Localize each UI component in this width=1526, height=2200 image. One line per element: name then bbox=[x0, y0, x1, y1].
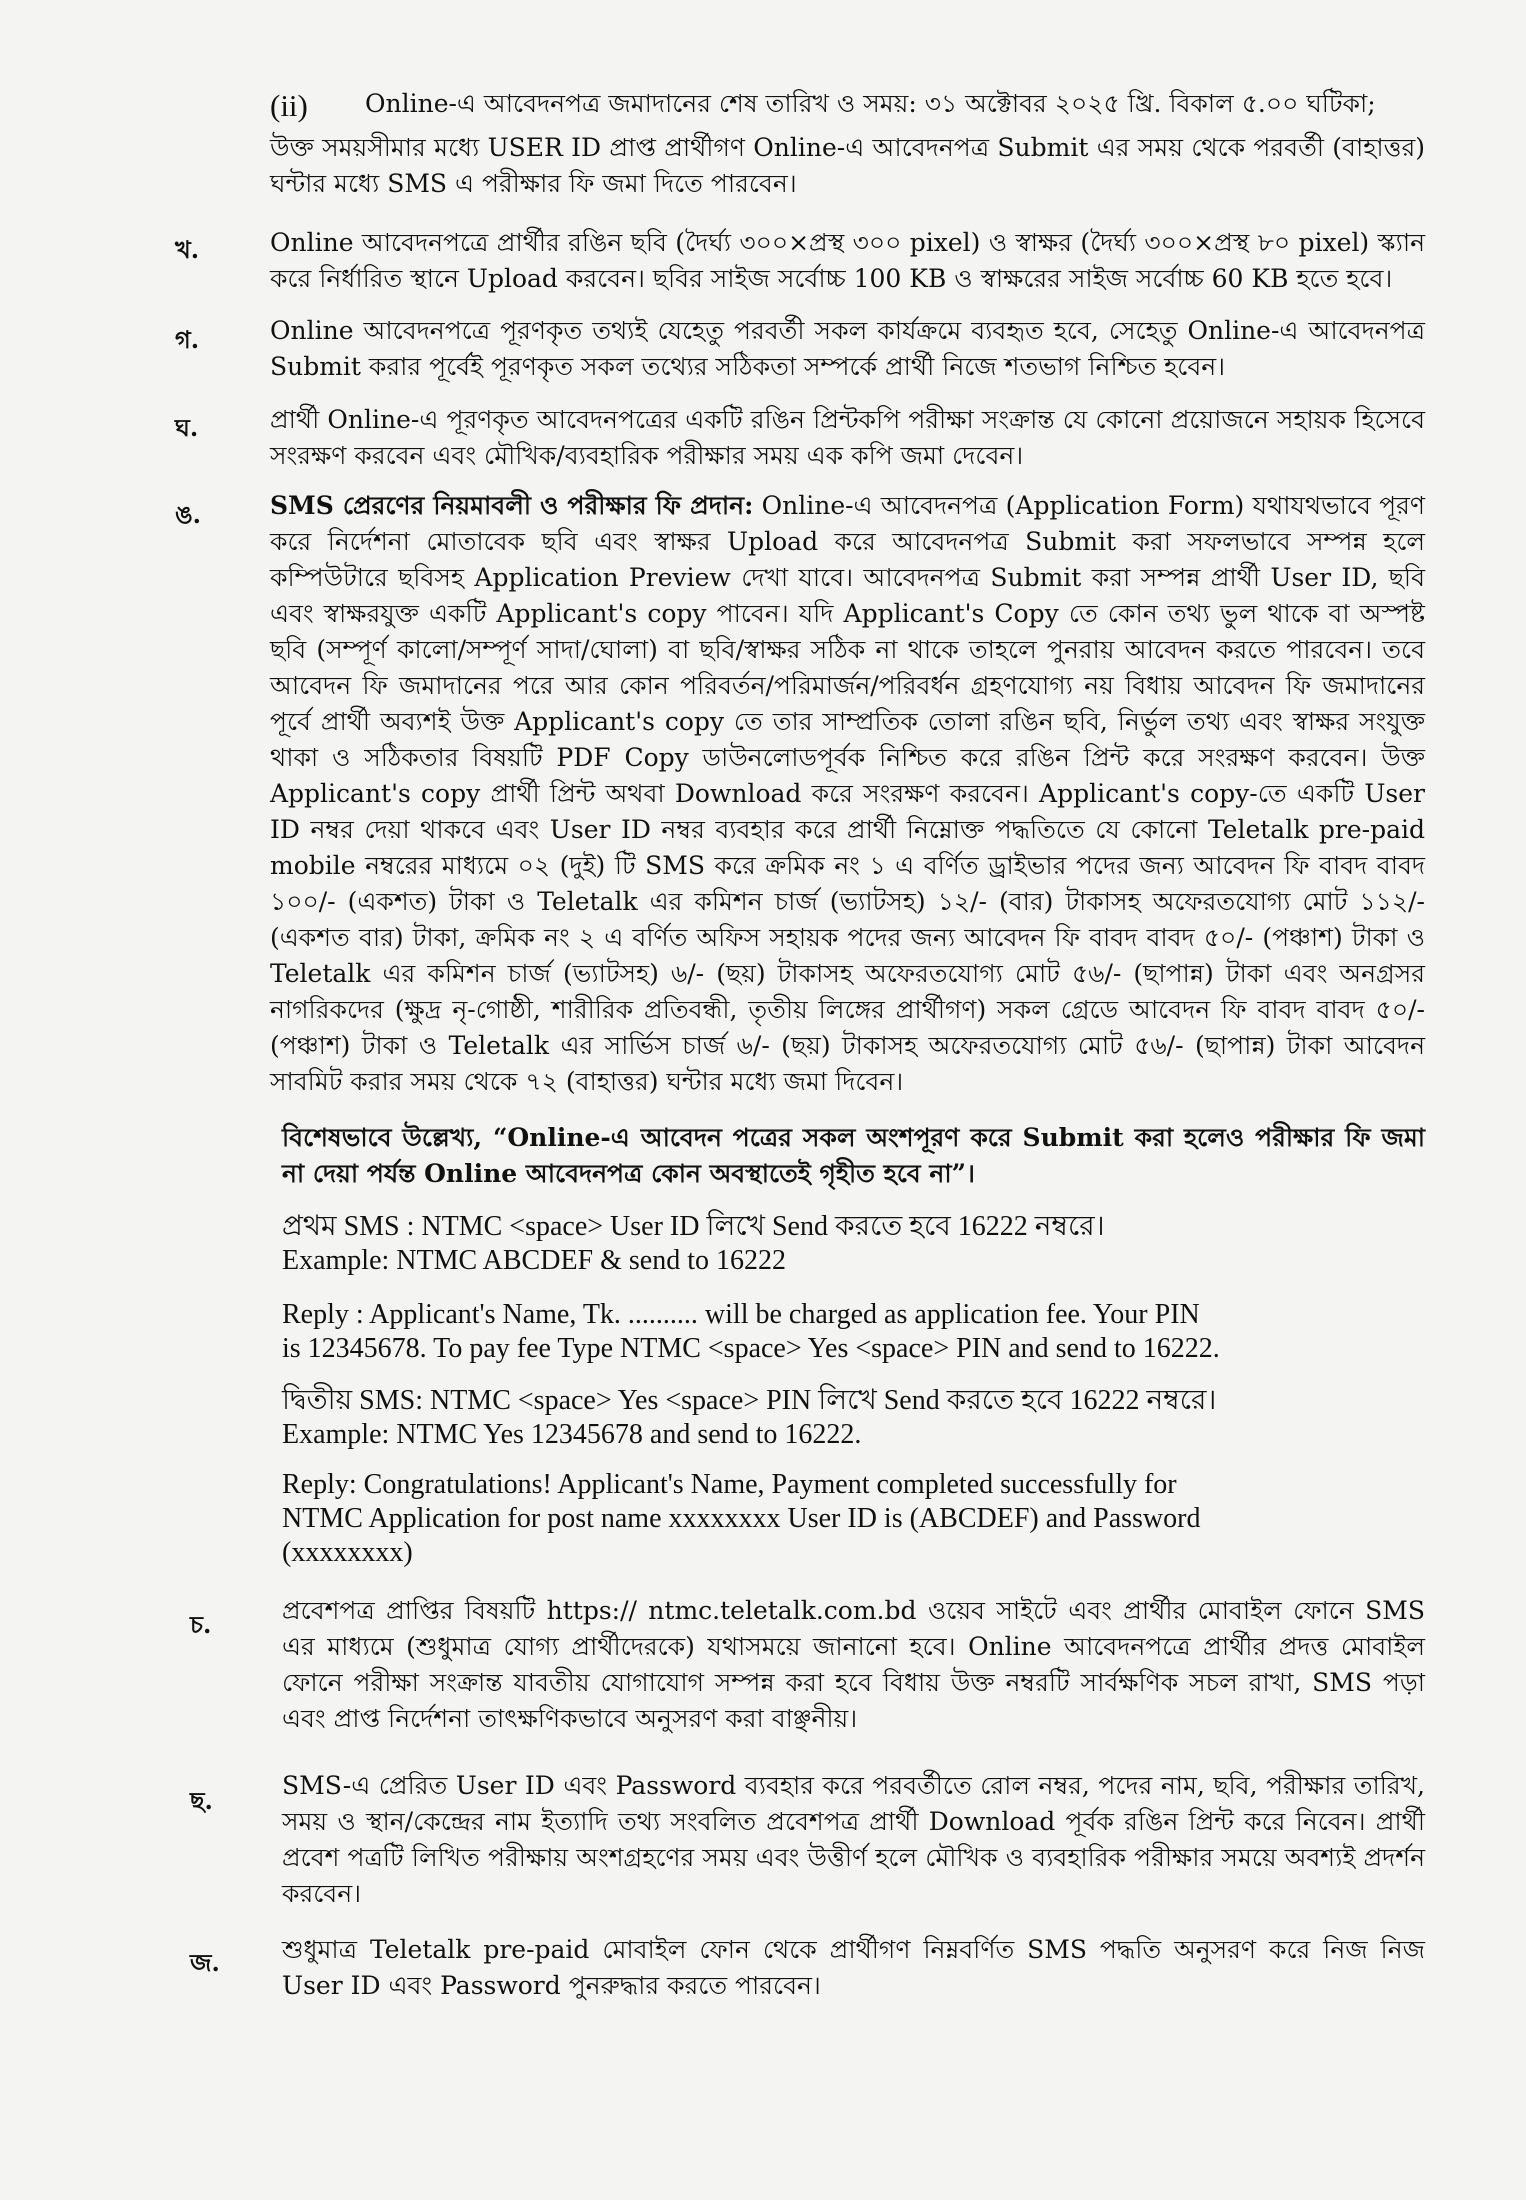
second-sms-format: দ্বিতীয় SMS: NTMC <space> Yes <space> PIN লিখে Send করতে হবে 16222 নম্বরে। bbox=[282, 1385, 1217, 1416]
item-ja-marker: জ. bbox=[190, 1948, 220, 1977]
item-umo-marker: ঙ. bbox=[175, 500, 201, 529]
item-gha-text: প্রার্থী Online-এ পূরণকৃত আবেদনপত্রের একটি রঙিন প্রিন্টকপি পরীক্ষা সংক্রান্ত যে কোনো প্রয়োজনে সহায়ক হিসেবে সংরক্ষণ করবেন এবং মৌখিক/ব্যবহারিক পরীক্ষার সময় এক কপি জমা দেবেন। bbox=[270, 405, 1425, 470]
item-ii-deadline: Online-এ আবেদনপত্র জমাদানের শেষ তারিখ ও সময়: ৩১ অক্টোবর ২০২৫ খ্রি. বিকাল ৫.০০ ঘটিকা; bbox=[365, 89, 1376, 118]
second-reply-line: NTMC Application for post name xxxxxxxx User ID is (ABCDEF) and Password bbox=[282, 1503, 1201, 1534]
first-reply-line: Reply : Applicant's Name, Tk. .......... will be charged as application fee. Your PIN bbox=[282, 1299, 1200, 1330]
first-reply-line: is 12345678. To pay fee Type NTMC <space> Yes <space> PIN and send to 16222. bbox=[282, 1333, 1220, 1364]
item-umo-body bbox=[270, 488, 1425, 1100]
item-cha-text: প্রবেশপত্র প্রাপ্তির বিষয়টি https:// ntmc.teletalk.com.bd ওয়েব সাইটে এবং প্রার্থীর মোবাইল ফোনে SMS এর মাধ্যমে (শুধুমাত্র যোগ্য প্রার্থীদেরকে) যথাসময়ে জানানো হবে। Online আবেদনপত্রে প্রার্থীর প্রদত্ত মোবাইল ফোনে পরীক্ষা সংক্রান্ত যাবতীয় যোগাযোগ সম্পন্ন করা হবে বিধায় উক্ত নম্বরটি সার্বক্ষণিক সচল রাখা, SMS পড়া এবং প্রাপ্ত নির্দেশনা তাৎক্ষণিকভাবে অনুসরণ করা বাঞ্ছনীয়। bbox=[282, 1596, 1425, 1733]
second-sms-instructions bbox=[282, 1384, 1425, 1452]
second-reply-line: Reply: Congratulations! Applicant's Name, Payment completed successfully for bbox=[282, 1469, 1177, 1500]
first-sms-example: Example: NTMC ABCDEF & send to 16222 bbox=[282, 1245, 786, 1276]
item-ja-text: শুধুমাত্র Teletalk pre-paid মোবাইল ফোন থেকে প্রার্থীগণ নিম্নবর্ণিত SMS পদ্ধতি অনুসরণ করে নিজ নিজ User ID এবং Password পুনরুদ্ধার করতে পারবেন। bbox=[282, 1935, 1425, 2000]
sms-rules-heading: SMS প্রেরণের নিয়মাবলী ও পরীক্ষার ফি প্রদান: bbox=[270, 491, 754, 520]
item-ii-first-line bbox=[365, 86, 1425, 122]
second-reply-line: (xxxxxxxx) bbox=[282, 1537, 413, 1568]
first-sms-format: প্রথম SMS : NTMC <space> User ID লিখে Send করতে হবে 16222 নম্বরে। bbox=[282, 1211, 1105, 1242]
item-chha-text: SMS-এ প্রেরিত User ID এবং Password ব্যবহার করে পরবর্তীতে রোল নম্বর, পদের নাম, ছবি, পরীক্ষার তারিখ, সময় ও স্থান/কেন্দ্রের নাম ইত্যাদি তথ্য সংবলিত প্রবেশপত্র প্রার্থী Download পূর্বক রঙিন প্রিন্ট করে নিবেন। প্রার্থী প্রবেশ পত্রটি লিখিত পরীক্ষায় অংশগ্রহণের সময় এবং উত্তীর্ণ হলে মৌখিক ও ব্যবহারিক পরীক্ষার সময়ে অবশ্যই প্রদর্শন করবেন। bbox=[282, 1771, 1425, 1908]
item-kha-marker: খ. bbox=[175, 235, 200, 264]
item-ii-marker: (ii) bbox=[270, 88, 308, 123]
first-sms-reply bbox=[282, 1298, 1425, 1366]
item-ga-text: Online আবেদনপত্রে পূরণকৃত তথ্যই যেহেতু পরবর্তী সকল কার্যক্রমে ব্যবহৃত হবে, সেহেতু Online-এ আবেদনপত্র Submit করার পূর্বেই পূরণকৃত সকল তথ্যের সঠিকতা সম্পর্কে প্রার্থী নিজে শতভাগ নিশ্চিত হবেন। bbox=[270, 316, 1425, 381]
item-kha-text: Online আবেদনপত্রে প্রার্থীর রঙিন ছবি (দৈর্ঘ্য ৩০০×প্রস্থ ৩০০ pixel) ও স্বাক্ষর (দৈর্ঘ্য ৩০০×প্রস্থ ৮০ pixel) স্ক্যান করে নির্ধারিত স্থানে Upload করবেন। ছবির সাইজ সর্বোচ্চ 100 KB ও স্বাক্ষরের সাইজ সর্বোচ্চ 60 KB হতে হবে। bbox=[270, 228, 1425, 293]
second-sms-reply bbox=[282, 1468, 1425, 1570]
sms-rules-text: Online-এ আবেদনপত্র (Application Form) যথাযথভাবে পূরণ করে নির্দেশনা মোতাবেক ছবি এবং স্বাক্ষর Upload করে আবেদনপত্র Submit করা সফলভাবে সম্পন্ন হলে কম্পিউটারে ছবিসহ Application Preview দেখা যাবে। আবেদনপত্র Submit করা সম্পন্ন প্রার্থী User ID, ছবি এবং স্বাক্ষরযুক্ত একটি Applicant's copy পাবেন। যদি Applicant's Copy তে কোন তথ্য ভুল থাকে বা অস্পষ্ট ছবি (সম্পূর্ণ কালো/সম্পূর্ণ সাদা/ঘোলা) বা ছবি/স্বাক্ষর সঠিক না থাকে তাহলে পুনরায় আবেদন করতে পারবেন। তবে আবেদন ফি জমাদানের পরে আর কোন পরিবর্তন/পরিমার্জন/পরিবর্ধন গ্রহণযোগ্য নয় বিধায় আবেদন ফি জমাদানের পূর্বে প্রার্থী অব্যশই উক্ত Applicant's copy তে তার সাম্প্রতিক তোলা রঙিন ছবি, নির্ভুল তথ্য এবং স্বাক্ষর সংযুক্ত থাকা ও সঠিকতার বিষয়টি PDF Copy ডাউনলোডপূর্বক নিশ্চিত করে রঙিন প্রিন্ট করে সংরক্ষণ করবেন। উক্ত Applicant's copy প্রার্থী প্রিন্ট অথবা Download করে সংরক্ষণ করবেন। Applicant's copy-তে একটি User ID নম্বর দেয়া থাকবে এবং User ID নম্বর ব্যবহার করে প্রার্থী নিম্নোক্ত পদ্ধতিতে যে কোনো Teletalk pre-paid mobile নম্বরের মাধ্যমে ০২ (দুই) টি SMS করে ক্রমিক নং ১ এ বর্ণিত ড্রাইভার পদের জন্য আবেদন ফি বাবদ বাবদ ১০০/- (একশত) টাকা ও Teletalk এর কমিশন চার্জ (ভ্যাটসহ) ১২/- (বার) টাকাসহ অফেরতযোগ্য মোট ১১২/- (একশত বার) টাকা, ক্রমিক নং ২ এ বর্ণিত অফিস সহায়ক পদের জন্য আবেদন ফি বাবদ বাবদ ৫০/- (পঞ্চাশ) টাকা ও Teletalk এর কমিশন চার্জ (ভ্যাটসহ) ৬/- (ছয়) টাকাসহ অফেরতযোগ্য মোট ৫৬/- (ছাপান্ন) টাকা এবং অনগ্রসর নাগরিকদের (ক্ষুদ্র নৃ-গোষ্ঠী, শারীরিক প্রতিবন্ধী, তৃতীয় লিঙ্গের প্রার্থীগণ) সকল গ্রেডে আবেদন ফি বাবদ বাবদ ৫০/- (পঞ্চাশ) টাকা ও Teletalk এর সার্ভিস চার্জ ৬/- (ছয়) টাকাসহ অফেরতযোগ্য মোট ৫৬/- (ছাপান্ন) টাকা আবেদন সাবমিট করার সময় থেকে ৭২ (বাহাত্তর) ঘন্টার মধ্যে জমা দিবেন। bbox=[270, 491, 1426, 1096]
item-chha-marker: ছ. bbox=[190, 1786, 213, 1815]
item-ii-text: উক্ত সময়সীমার মধ্যে USER ID প্রাপ্ত প্রার্থীগণ Online-এ আবেদনপত্র Submit এর সময় থেকে পরবর্তী (বাহাত্তর) ঘন্টার মধ্যে SMS এ পরীক্ষার ফি জমা দিতে পারবেন। bbox=[270, 133, 1425, 198]
special-note: বিশেষভাবে উল্লেখ্য, “Online-এ আবেদন পত্রের সকল অংশপূরণ করে Submit করা হলেও পরীক্ষার ফি জমা না দেয়া পর্যন্ত Online আবেদনপত্র কোন অবস্থাতেই গৃহীত হবে না”। bbox=[282, 1123, 1425, 1188]
item-gha-marker: ঘ. bbox=[175, 413, 199, 442]
first-sms-instructions bbox=[282, 1210, 1425, 1278]
item-ga-marker: গ. bbox=[175, 325, 200, 354]
item-cha-marker: চ. bbox=[190, 1610, 212, 1639]
second-sms-example: Example: NTMC Yes 12345678 and send to 16222. bbox=[282, 1419, 862, 1450]
